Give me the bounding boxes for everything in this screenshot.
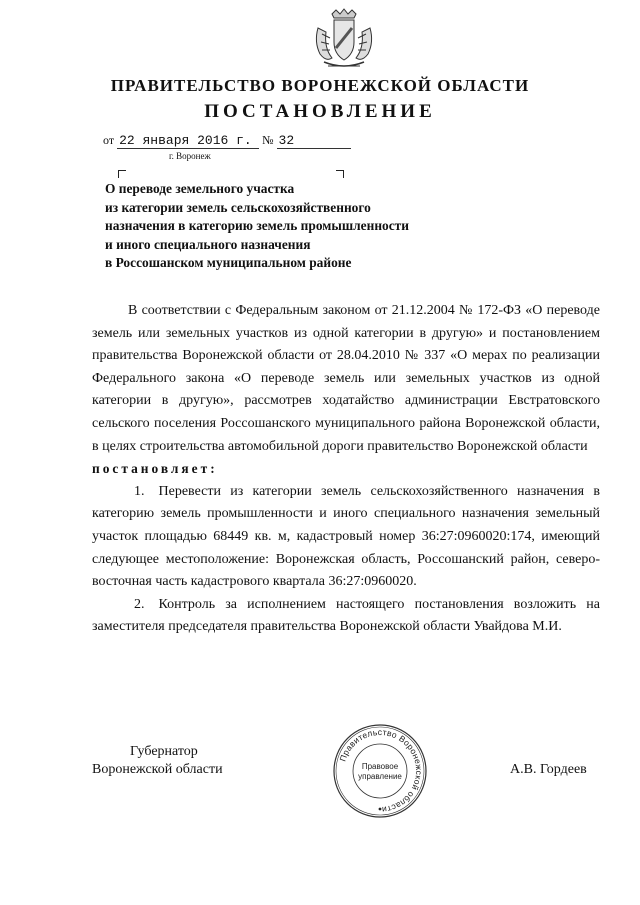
svg-text:Правительство Воронежской обла: [337, 727, 424, 815]
stamp-center-line1: Правовое: [361, 762, 399, 771]
stamp-ring-text: Правительство Воронежской области: [337, 726, 425, 816]
corner-mark-left: [118, 170, 126, 178]
stamp-center-line2: управление: [358, 772, 402, 781]
item-2-paragraph: 2. Контроль за исполнением настоящего постановления возложить на заместителя председателя правительства Воронежской области Увайдова М.И.: [92, 596, 600, 635]
decree-word: постановляет:: [92, 461, 218, 477]
signatory-title-line2: Воронежской области: [92, 762, 223, 777]
date-value: 22 января 2016 г.: [117, 134, 259, 149]
signatory-name: А.В. Гордеев: [510, 762, 587, 777]
number-value: 32: [277, 134, 351, 149]
legal-department-stamp: [332, 723, 428, 819]
city-label: г. Воронеж: [169, 151, 211, 161]
date-number-line: [103, 133, 351, 149]
organization-title: ПРАВИТЕЛЬСТВО ВОРОНЕЖСКОЙ ОБЛАСТИ: [110, 76, 530, 95]
subject-line: О переводе земельного участка: [105, 181, 295, 196]
item-1-paragraph: 1. Перевести из категории земель сельскохозяйственного назначения в категорию земель промышленности и иного специального назначения земельный участок площадью 68449 кв. м, кадастровый номер 36:27:0960020:174, имеющий следующее местоположение: Воронежская область, Россошанский район, северо-восточная часть кадастрового квартала 36:27:0960020.: [92, 483, 600, 590]
subject-line: из категории земель сельскохозяйственного: [105, 199, 371, 215]
document-type-title: ПОСТАНОВЛЕНИЕ: [204, 101, 436, 122]
preamble-paragraph: В соответствии с Федеральным законом от 21.12.2004 № 172-ФЗ «О переводе земель или земельных участков из одной категории в другую» и постановлением правительства Воронежской области от 28.04.2010 № 337 «О мерах по реализации Федерального закона «О переводе земель или земельных участков из одной категории в другую», рассмотрев ходатайство администрации Евстратовского сельского поселения Россошанского муниципального района Воронежской области, в целях строительства автомобильной дороги правительство Воронежской области: [92, 303, 600, 454]
signatory-title-line1: Губернатор: [130, 744, 198, 759]
date-label: от: [103, 133, 115, 147]
document-subject: [105, 180, 485, 273]
signatory-title: [92, 743, 223, 779]
subject-line: в Россошанском муниципальном районе: [105, 255, 352, 271]
subject-line: и иного специального назначения: [105, 236, 311, 252]
subject-line: назначения в категорию земель промышленности: [105, 218, 409, 234]
coat-of-arms-icon: [310, 8, 378, 74]
corner-mark-right: [336, 170, 344, 178]
document-body: [92, 300, 600, 639]
number-label: №: [262, 133, 274, 147]
